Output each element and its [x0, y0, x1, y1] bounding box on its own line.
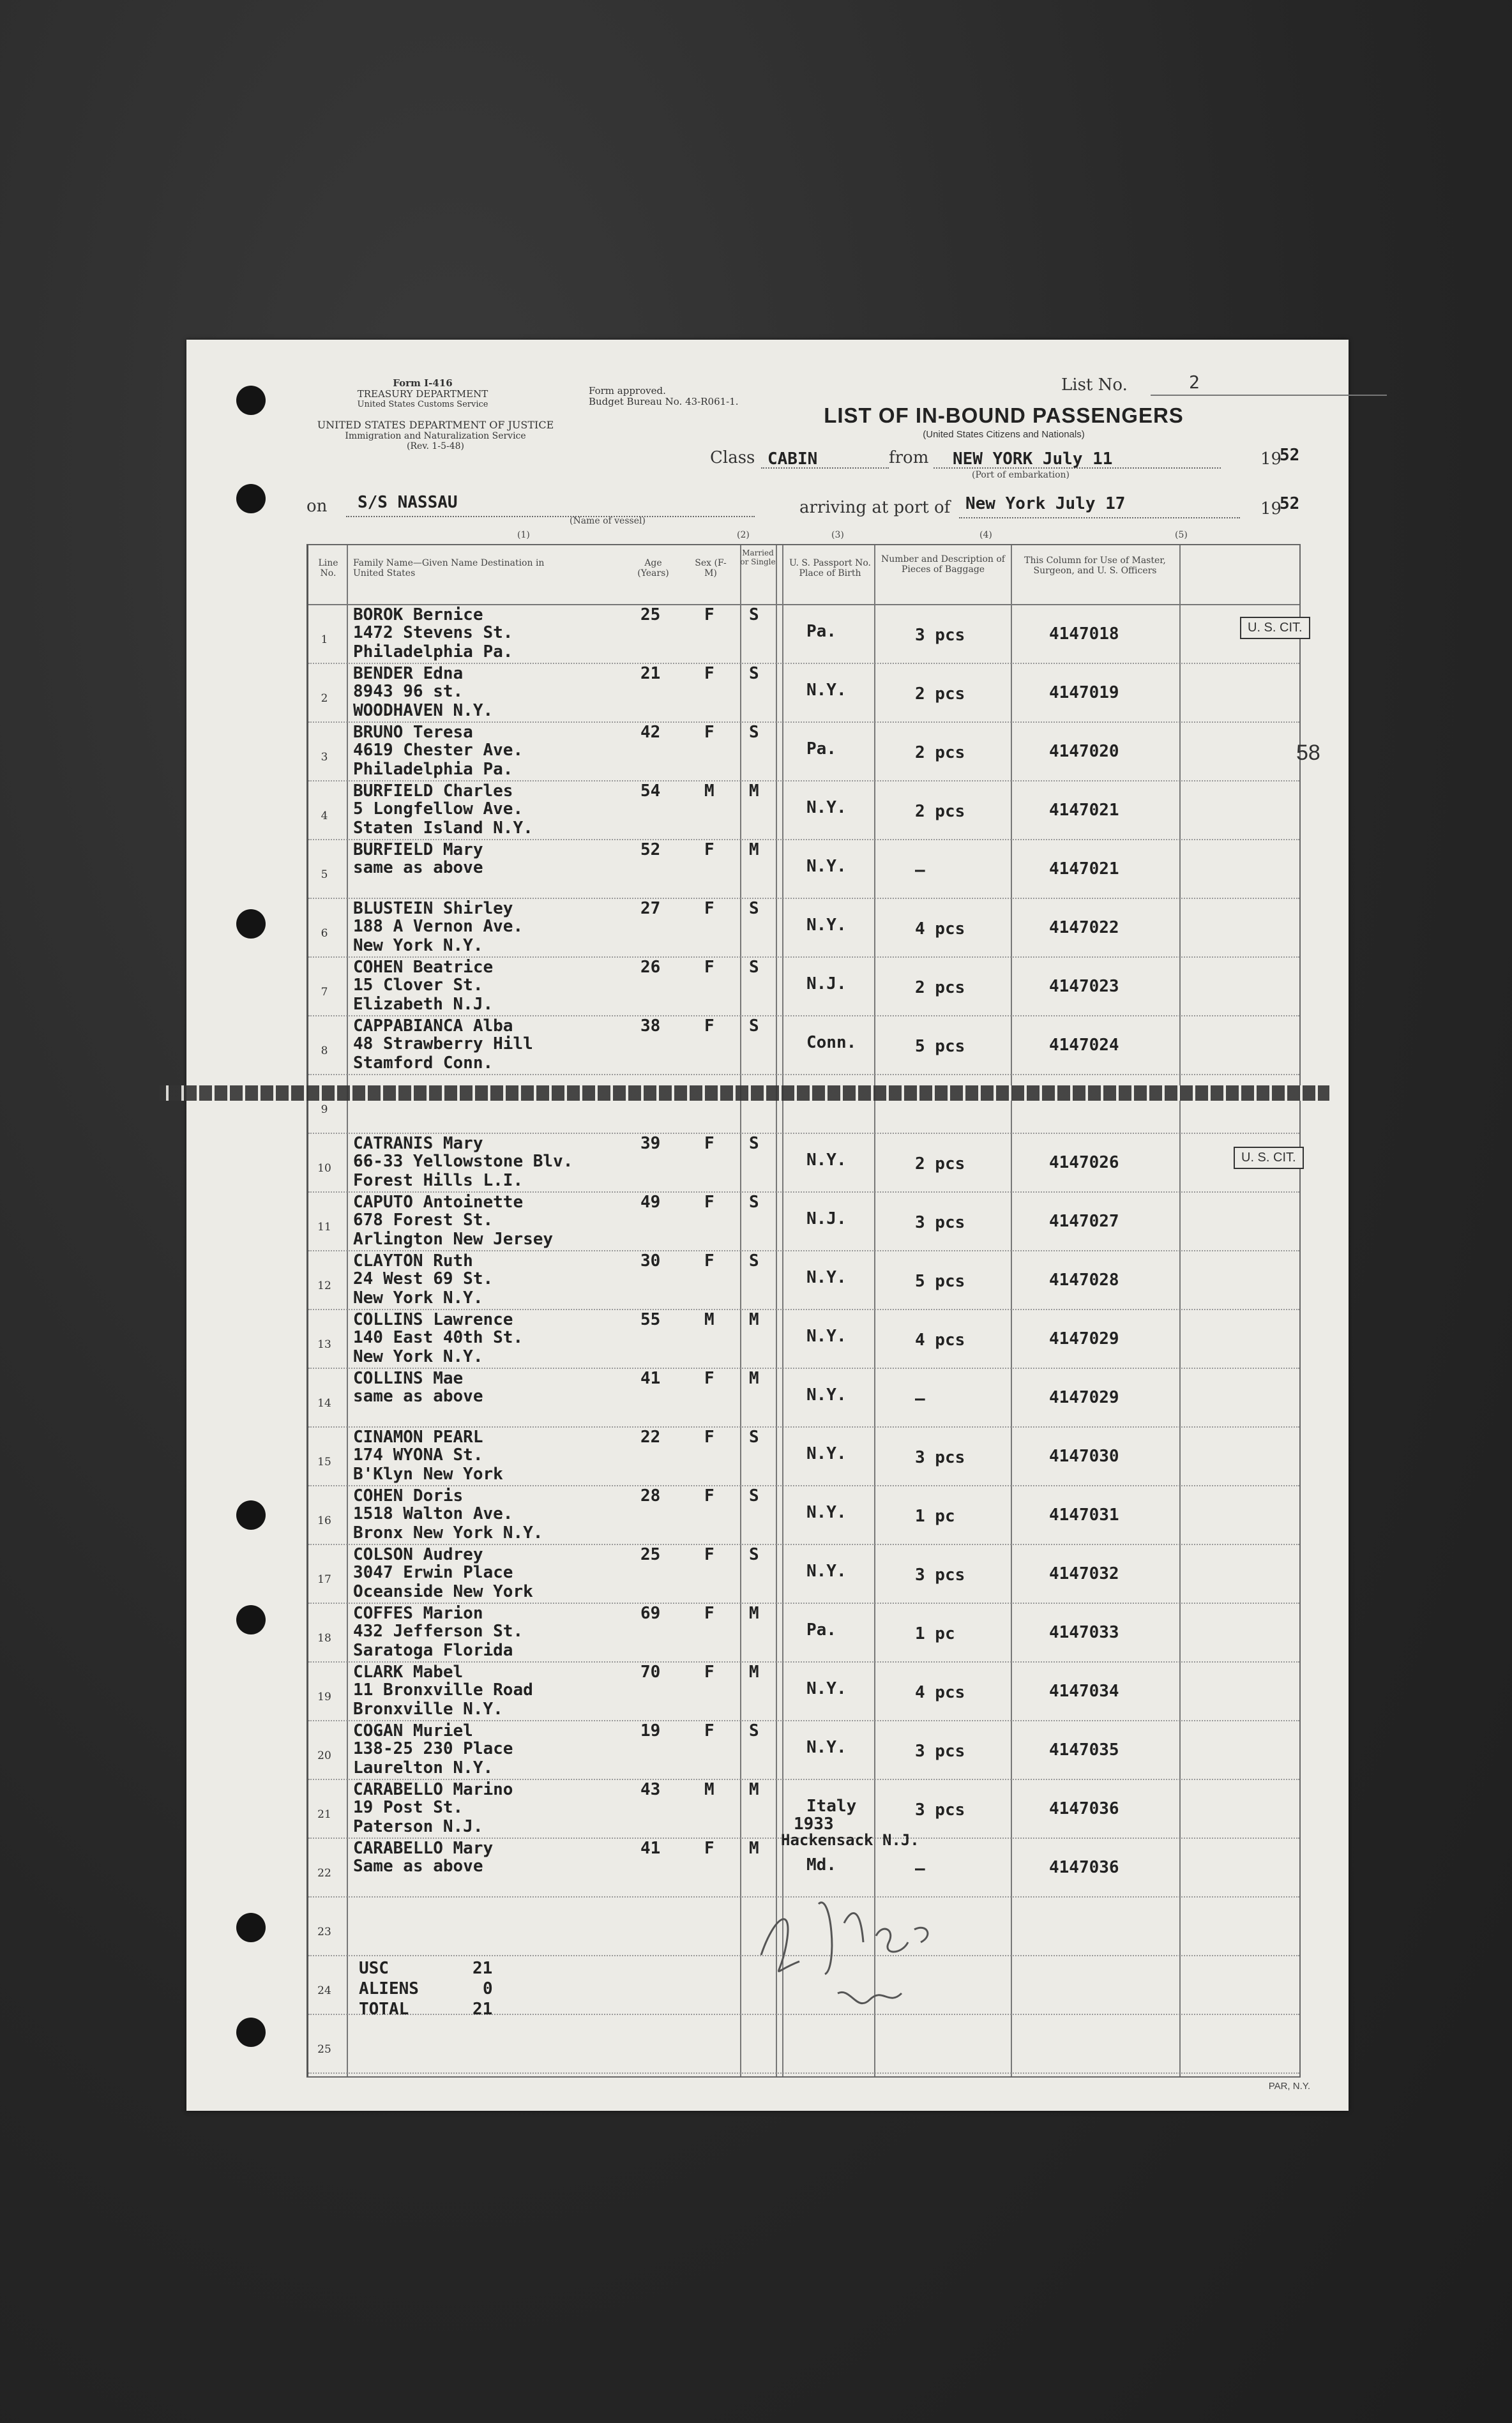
line-number: 22: [317, 1867, 331, 1880]
header-married: Married or Single: [740, 548, 776, 566]
baggage: 2 pcs: [915, 802, 965, 821]
officer-code: 4147031: [1049, 1506, 1119, 1525]
marital-status: S: [749, 1134, 759, 1153]
address-line-2: Laurelton N.Y.: [353, 1758, 494, 1778]
sex: F: [704, 899, 714, 918]
age: 43: [640, 1780, 661, 1799]
place-of-birth: N.Y.: [806, 857, 847, 876]
list-no-label: List No.: [1061, 375, 1128, 395]
passenger-name: COHEN Doris: [353, 1486, 464, 1506]
table-row: [308, 1544, 1299, 1603]
age: 49: [640, 1193, 661, 1212]
on-label: on: [306, 497, 328, 516]
line-number: 2: [321, 692, 328, 705]
table-row: [308, 1191, 1299, 1250]
passenger-table: [306, 544, 1301, 2078]
year-prefix: 19: [1260, 449, 1282, 469]
punch-hole: [236, 1605, 266, 1634]
vessel-caption: (Name of vessel): [570, 516, 646, 526]
line-number: 21: [317, 1808, 331, 1821]
sex: M: [704, 1780, 714, 1799]
age: 52: [640, 840, 661, 859]
line-number: 15: [317, 1456, 331, 1468]
passenger-name: CAPUTO Antoinette: [353, 1193, 524, 1212]
address-line-2: New York N.Y.: [353, 936, 483, 955]
officer-code: 4147023: [1049, 977, 1119, 996]
place-of-birth: N.Y.: [806, 1151, 847, 1170]
aliens-label: ALIENS: [359, 1979, 419, 1998]
age: 42: [640, 723, 661, 742]
officer-code: 4147030: [1049, 1447, 1119, 1466]
place-of-birth: Pa.: [806, 739, 836, 759]
line-number: 5: [321, 868, 328, 881]
age: 25: [640, 1545, 661, 1564]
age: 41: [640, 1839, 661, 1858]
passport-year: 1933: [794, 1815, 834, 1834]
place-of-birth: N.Y.: [806, 1503, 847, 1522]
table-row: [308, 604, 1299, 663]
printer-mark: PAR, N.Y.: [1268, 2081, 1310, 2092]
passenger-name: BENDER Edna: [353, 664, 464, 683]
line-number: 1: [321, 633, 328, 646]
officer-code: 4147020: [1049, 742, 1119, 761]
budget-label: Budget Bureau No. 43-R061-1.: [589, 396, 739, 408]
header-baggage: Number and Description of Pieces of Baggage: [881, 554, 1005, 575]
address-line-1: 188 A Vernon Ave.: [353, 917, 524, 936]
officer-code: 4147027: [1049, 1212, 1119, 1231]
passenger-name: BLUSTEIN Shirley: [353, 899, 513, 918]
sex: F: [704, 1604, 714, 1623]
baggage: 3 pcs: [915, 1800, 965, 1820]
address-line-2: Arlington New Jersey: [353, 1230, 554, 1249]
address-line-2: New York N.Y.: [353, 1347, 483, 1366]
passenger-name: CLARK Mabel: [353, 1663, 464, 1682]
address-line-1: 24 West 69 St.: [353, 1269, 494, 1288]
line-number: 10: [317, 1162, 331, 1175]
address-line-1: 3047 Erwin Place: [353, 1563, 513, 1582]
place-of-birth: Md.: [806, 1855, 836, 1875]
officer-code: 4147021: [1049, 859, 1119, 879]
page-subtitle: (United States Citizens and Nationals): [923, 429, 1085, 440]
baggage: 3 pcs: [915, 1742, 965, 1761]
address-line-1: 174 WYONA St.: [353, 1445, 483, 1465]
address-line-1: 5 Longfellow Ave.: [353, 799, 524, 819]
approved-label: Form approved.: [589, 385, 666, 396]
officer-code: 4147036: [1049, 1799, 1119, 1818]
age: 39: [640, 1134, 661, 1153]
sex: F: [704, 1663, 714, 1682]
place-of-birth: N.Y.: [806, 1385, 847, 1405]
sex: M: [704, 1310, 714, 1329]
place-of-birth: Pa.: [806, 622, 836, 641]
officer-code: 4147035: [1049, 1740, 1119, 1760]
us-citizen-stamp: U. S. CIT.: [1240, 617, 1310, 639]
justice-label: UNITED STATES DEPARTMENT OF JUSTICE: [317, 419, 554, 431]
sex: F: [704, 1193, 714, 1212]
address-line-2: Forest Hills L.I.: [353, 1171, 524, 1190]
header-passport: U. S. Passport No. Place of Birth: [789, 558, 871, 579]
sex: F: [704, 1545, 714, 1564]
table-row: [308, 780, 1299, 839]
officer-code: 4147032: [1049, 1564, 1119, 1583]
age: 41: [640, 1369, 661, 1388]
baggage: 1 pc: [915, 1624, 955, 1643]
officer-code: 4147029: [1049, 1388, 1119, 1407]
address-line-1: 1518 Walton Ave.: [353, 1504, 513, 1523]
customs-label: United States Customs Service: [357, 399, 488, 409]
address-line-2: Bronxville N.Y.: [353, 1700, 503, 1719]
baggage: –: [915, 1859, 925, 1878]
table-row: [308, 1368, 1299, 1426]
class-label: Class: [710, 448, 755, 467]
address-line-2: Saratoga Florida: [353, 1641, 513, 1660]
line-number: 25: [317, 2043, 331, 2056]
marital-status: M: [749, 1663, 759, 1682]
age: 19: [640, 1721, 661, 1740]
officer-code: 4147036: [1049, 1858, 1119, 1877]
port-embarkation-caption: (Port of embarkation): [972, 470, 1070, 480]
age: 38: [640, 1016, 661, 1036]
marital-status: M: [749, 1604, 759, 1623]
marital-status: M: [749, 840, 759, 859]
us-citizen-stamp: U. S. CIT.: [1234, 1147, 1304, 1169]
passenger-name: BOROK Bernice: [353, 605, 483, 624]
usc-count: 21: [472, 1959, 493, 1978]
baggage: –: [915, 861, 925, 880]
line-number: 24: [317, 1984, 331, 1997]
address-line-1: same as above: [353, 858, 483, 877]
address-line-1: 4619 Chester Ave.: [353, 741, 524, 760]
line-number: 18: [317, 1632, 331, 1645]
passenger-name: BRUNO Teresa: [353, 723, 473, 742]
table-row: [308, 1661, 1299, 1720]
passenger-name: CAPPABIANCA Alba: [353, 1016, 513, 1036]
list-number: [1061, 372, 1200, 395]
sex: F: [704, 664, 714, 683]
address-line-2: Staten Island N.Y.: [353, 819, 533, 838]
passenger-name: CLAYTON Ruth: [353, 1251, 473, 1271]
table-row: [308, 898, 1299, 956]
marital-status: S: [749, 1193, 759, 1212]
marital-status: S: [749, 664, 759, 683]
marital-status: S: [749, 1428, 759, 1447]
baggage: 3 pcs: [915, 626, 965, 645]
officer-code: 4147028: [1049, 1271, 1119, 1290]
address-line-1: 678 Forest St.: [353, 1211, 494, 1230]
address-line-2: B'Klyn New York: [353, 1465, 503, 1484]
arrival-port: New York July 17: [965, 494, 1126, 513]
header-officers: This Column for Use of Master, Surgeon, and U. S. Officers: [1024, 555, 1166, 577]
place-of-birth: N.Y.: [806, 1268, 847, 1287]
age: 25: [640, 605, 661, 624]
marital-status: M: [749, 781, 759, 801]
line-number: 6: [321, 927, 328, 940]
header-line-no: Line No.: [318, 558, 338, 579]
year-value: 52: [1280, 446, 1300, 465]
line-number: 23: [317, 1926, 331, 1938]
address-line-1: 19 Post St.: [353, 1798, 464, 1817]
revision-label: (Rev. 1-5-48): [407, 441, 464, 452]
address-line-1: 48 Strawberry Hill: [353, 1034, 533, 1053]
baggage: 4 pcs: [915, 1683, 965, 1702]
table-row: [308, 1426, 1299, 1485]
line-number: 4: [321, 810, 328, 822]
marital-status: S: [749, 958, 759, 977]
address-line-2: Philadelphia Pa.: [353, 642, 513, 661]
punch-hole: [236, 484, 266, 513]
address-line-1: 15 Clover St.: [353, 976, 483, 995]
place-of-birth: N.Y.: [806, 681, 847, 700]
page-title: LIST OF IN-BOUND PASSENGERS: [824, 404, 1184, 427]
address-line-1: 140 East 40th St.: [353, 1328, 524, 1347]
punch-hole: [236, 2018, 266, 2047]
line-number: 3: [321, 751, 328, 764]
baggage: 2 pcs: [915, 684, 965, 704]
margin-count: 58: [1296, 741, 1320, 765]
table-row: [308, 1309, 1299, 1368]
marital-status: S: [749, 723, 759, 742]
col-number-4: (4): [979, 530, 992, 540]
place-of-birth: N.Y.: [806, 1327, 847, 1346]
officer-code: 4147024: [1049, 1036, 1119, 1055]
table-row: [308, 1720, 1299, 1779]
place-of-birth: N.Y.: [806, 1738, 847, 1757]
table-row: [308, 956, 1299, 1015]
sex: F: [704, 1369, 714, 1388]
justice-block: [295, 419, 576, 452]
place-of-birth: N.Y.: [806, 1444, 847, 1463]
inspector-signature: [748, 1866, 978, 2032]
passenger-name: BURFIELD Charles: [353, 781, 513, 801]
passenger-name: COFFES Marion: [353, 1604, 483, 1623]
age: 30: [640, 1251, 661, 1271]
age: 27: [640, 899, 661, 918]
baggage: 4 pcs: [915, 1331, 965, 1350]
ins-label: Immigration and Naturalization Service: [345, 431, 526, 442]
table-row: [308, 1133, 1299, 1191]
manifest-page: [186, 340, 1349, 2111]
marital-status: S: [749, 605, 759, 624]
from-label: from: [889, 448, 929, 467]
officer-code: 4147022: [1049, 918, 1119, 937]
address-line-2: Stamford Conn.: [353, 1053, 494, 1073]
officer-code: 4147018: [1049, 624, 1119, 644]
col-number-3: (3): [831, 530, 844, 540]
address-line-1: 138-25 230 Place: [353, 1739, 513, 1758]
place-of-birth: N.Y.: [806, 1679, 847, 1698]
age: 22: [640, 1428, 661, 1447]
passenger-name: COLLINS Lawrence: [353, 1310, 513, 1329]
age: 28: [640, 1486, 661, 1506]
baggage: 2 pcs: [915, 743, 965, 762]
marital-status: S: [749, 1251, 759, 1271]
sex: M: [704, 781, 714, 801]
age: 21: [640, 664, 661, 683]
passenger-name: BURFIELD Mary: [353, 840, 483, 859]
usc-label: USC: [359, 1959, 389, 1978]
col-number-2: (2): [737, 530, 750, 540]
passenger-name: CINAMON PEARL: [353, 1428, 483, 1447]
address-line-1: 1472 Stevens St.: [353, 623, 513, 642]
address-line-2: New York N.Y.: [353, 1288, 483, 1308]
officer-code: 4147034: [1049, 1682, 1119, 1701]
age: 70: [640, 1663, 661, 1682]
punch-hole: [236, 1913, 266, 1942]
col-number-5: (5): [1175, 530, 1188, 540]
marital-status: M: [749, 1369, 759, 1388]
aliens-count: 0: [483, 1979, 493, 1998]
line-number: 12: [317, 1279, 331, 1292]
approval-block: [589, 386, 780, 408]
marital-status: M: [749, 1839, 759, 1858]
address-line-1: 11 Bronxville Road: [353, 1680, 533, 1700]
baggage: 5 pcs: [915, 1037, 965, 1056]
place-of-birth: Conn.: [806, 1033, 857, 1052]
total-label: TOTAL: [359, 2000, 409, 2019]
punch-hole: [236, 909, 266, 939]
table-row: [308, 1250, 1299, 1309]
passenger-name: COHEN Beatrice: [353, 958, 494, 977]
place-of-birth: Pa.: [806, 1620, 836, 1640]
total-count: 21: [472, 2000, 493, 2019]
form-agency-block: [289, 378, 557, 409]
officer-code: 4147033: [1049, 1623, 1119, 1642]
age: 54: [640, 781, 661, 801]
from-value: NEW YORK July 11: [953, 449, 1113, 469]
sex: F: [704, 1251, 714, 1271]
officer-code: 4147026: [1049, 1153, 1119, 1172]
address-line-2: Elizabeth N.J.: [353, 995, 494, 1014]
passenger-name: CATRANIS Mary: [353, 1134, 483, 1153]
marital-status: S: [749, 1486, 759, 1506]
baggage: 2 pcs: [915, 978, 965, 997]
arriving-label: arriving at port of: [799, 498, 951, 517]
punch-hole: [236, 386, 266, 415]
sex: F: [704, 1428, 714, 1447]
line-number: 7: [321, 986, 328, 999]
year-value-2: 52: [1280, 494, 1300, 513]
address-line-1: Same as above: [353, 1857, 483, 1876]
line-number: 19: [317, 1691, 331, 1703]
table-row: [308, 839, 1299, 898]
officer-code: 4147029: [1049, 1329, 1119, 1348]
header-age: Age (Years): [637, 558, 669, 579]
table-row: [308, 1603, 1299, 1661]
punch-hole: [236, 1500, 266, 1530]
address-line-1: 432 Jefferson St.: [353, 1622, 524, 1641]
passenger-name: COLLINS Mae: [353, 1369, 464, 1388]
form-number: Form I-416: [393, 377, 453, 389]
table-row: [308, 1015, 1299, 1074]
age: 69: [640, 1604, 661, 1623]
passenger-name: CARABELLO Mary: [353, 1839, 494, 1858]
address-line-1: 8943 96 st.: [353, 682, 464, 701]
marital-status: M: [749, 1780, 759, 1799]
col-number-1: (1): [517, 530, 530, 540]
line-number: 20: [317, 1749, 331, 1762]
sex: F: [704, 1486, 714, 1506]
marital-status: S: [749, 1016, 759, 1036]
address-line-2: Bronx New York N.Y.: [353, 1523, 543, 1543]
officer-code: 4147021: [1049, 801, 1119, 820]
baggage: 3 pcs: [915, 1566, 965, 1585]
address-line-2: WOODHAVEN N.Y.: [353, 701, 494, 720]
baggage: 4 pcs: [915, 919, 965, 939]
baggage: 3 pcs: [915, 1213, 965, 1232]
sex: F: [704, 605, 714, 624]
sex: F: [704, 1721, 714, 1740]
line-number: 9: [321, 1103, 328, 1116]
place-of-birth: N.J.: [806, 974, 847, 993]
table-row: [308, 1485, 1299, 1544]
baggage: 5 pcs: [915, 1272, 965, 1291]
treasury-label: TREASURY DEPARTMENT: [357, 388, 488, 400]
passenger-name: CARABELLO Marino: [353, 1780, 513, 1799]
marital-status: M: [749, 1310, 759, 1329]
passport-place: Hackensack N.J.: [781, 1831, 919, 1849]
table-row: [308, 663, 1299, 721]
line-number: 13: [317, 1338, 331, 1351]
address-line-2: Oceanside New York: [353, 1582, 533, 1601]
row-divider: [308, 2072, 1299, 2074]
marital-status: S: [749, 1545, 759, 1564]
marital-status: S: [749, 899, 759, 918]
passenger-name: COLSON Audrey: [353, 1545, 483, 1564]
address-line-1: same as above: [353, 1387, 483, 1406]
baggage: 1 pc: [915, 1507, 955, 1526]
list-no-value: 2: [1189, 372, 1200, 393]
passenger-name: COGAN Muriel: [353, 1721, 473, 1740]
line-number: 8: [321, 1045, 328, 1057]
sex: F: [704, 840, 714, 859]
vessel-name: S/S NASSAU: [358, 493, 458, 512]
age: 55: [640, 1310, 661, 1329]
line-number: 11: [317, 1221, 331, 1234]
sex: F: [704, 1839, 714, 1858]
line-number: 16: [317, 1514, 331, 1527]
header-name: Family Name—Given Name Destination in United States: [353, 558, 545, 579]
address-line-2: Paterson N.J.: [353, 1817, 483, 1836]
address-line-2: Philadelphia Pa.: [353, 760, 513, 779]
struck-out-row: [160, 1085, 1329, 1101]
table-row: [308, 1074, 1299, 1133]
place-of-birth: N.Y.: [806, 798, 847, 817]
sex: F: [704, 1134, 714, 1153]
place-of-birth: N.J.: [806, 1209, 847, 1228]
officer-code: 4147019: [1049, 683, 1119, 702]
sex: F: [704, 958, 714, 977]
baggage: 3 pcs: [915, 1448, 965, 1467]
address-line-1: 66-33 Yellowstone Blv.: [353, 1152, 573, 1171]
place-of-birth: N.Y.: [806, 916, 847, 935]
line-number: 14: [317, 1397, 331, 1410]
class-value: CABIN: [767, 449, 818, 469]
header-sex: Sex (F-M): [695, 558, 727, 579]
sex: F: [704, 723, 714, 742]
baggage: 2 pcs: [915, 1154, 965, 1174]
year-prefix-2: 19: [1260, 499, 1282, 518]
place-of-birth: Italy: [806, 1797, 857, 1816]
age: 26: [640, 958, 661, 977]
line-number: 17: [317, 1573, 331, 1586]
marital-status: S: [749, 1721, 759, 1740]
sex: F: [704, 1016, 714, 1036]
table-row: [308, 721, 1299, 780]
place-of-birth: N.Y.: [806, 1562, 847, 1581]
baggage: –: [915, 1389, 925, 1408]
